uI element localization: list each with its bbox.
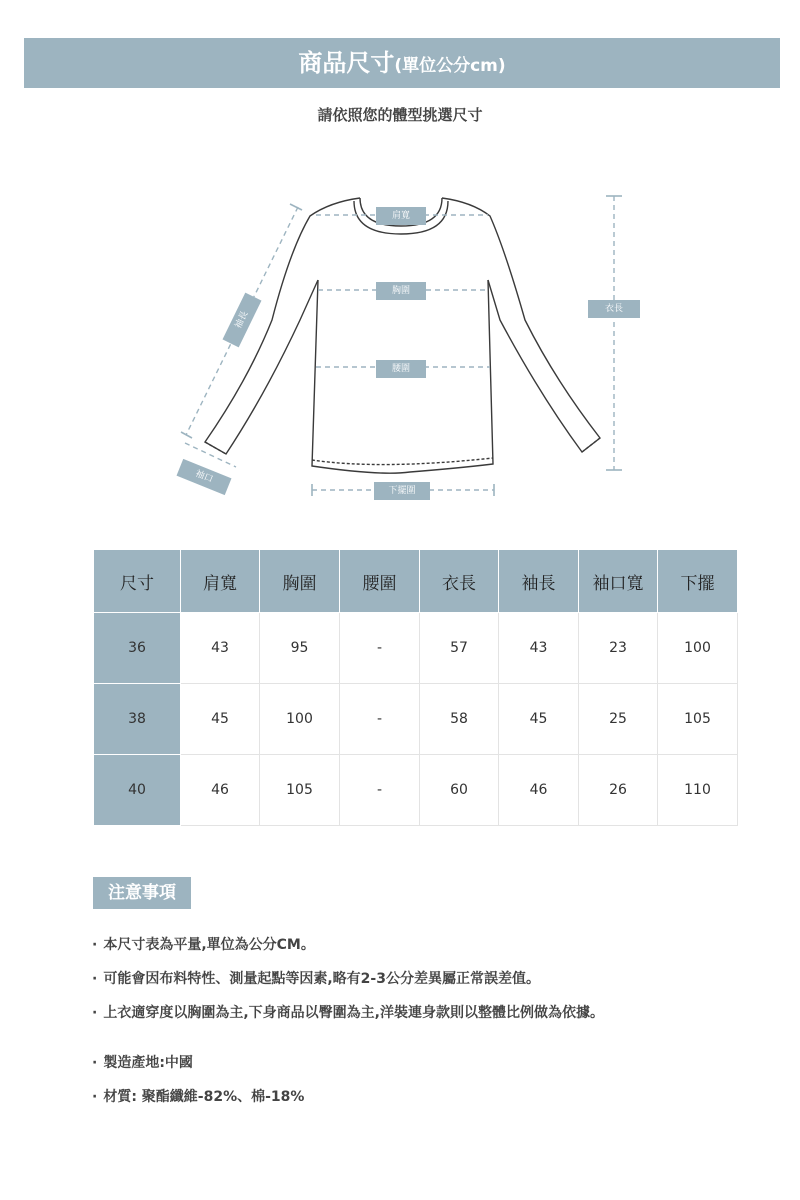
table-cell: - (340, 755, 420, 826)
label-shoulder: 肩寬 (376, 207, 426, 225)
label-hem: 下擺圍 (374, 482, 430, 500)
header-length: 衣長 (420, 550, 499, 613)
table-cell: - (340, 613, 420, 684)
label-chest: 胸圍 (376, 282, 426, 300)
table-cell: 105 (658, 684, 738, 755)
table-cell: 46 (181, 755, 260, 826)
subtitle: 請依照您的體型挑選尺寸 (317, 106, 483, 124)
table-cell: 46 (499, 755, 579, 826)
banner-title: 商品尺寸 (298, 49, 395, 77)
label-waist: 腰圍 (376, 360, 426, 378)
table-cell: 23 (579, 613, 658, 684)
cell-size: 40 (94, 755, 181, 826)
note-item: · 本尺寸表為平量,單位為公分CM。 (92, 928, 772, 962)
notes-title: 注意事項 (93, 877, 191, 909)
table-cell: 45 (181, 684, 260, 755)
table-cell: 100 (260, 684, 340, 755)
table-cell: 105 (260, 755, 340, 826)
cell-size: 38 (94, 684, 181, 755)
label-length: 衣長 (588, 300, 640, 318)
table-header-row (94, 550, 738, 613)
table-row (94, 755, 738, 826)
note-item: · 上衣適穿度以胸圍為主,下身商品以臀圍為主,洋裝連身款則以整體比例做為依據。 (92, 996, 772, 1030)
table-cell: 43 (181, 613, 260, 684)
header-hem: 下擺 (658, 550, 738, 613)
notes-list (92, 928, 772, 1114)
table-cell: 43 (499, 613, 579, 684)
table-row (94, 684, 738, 755)
header-chest: 胸圍 (260, 550, 340, 613)
shirt-illustration (0, 180, 800, 510)
header-waist: 腰圍 (340, 550, 420, 613)
note-item: · 可能會因布料特性、測量起點等因素,略有2-3公分差異屬正常誤差值。 (92, 962, 772, 996)
note-origin: · 製造產地:中國 (92, 1046, 772, 1080)
size-table (93, 549, 738, 826)
size-banner (24, 38, 780, 88)
header-sleeve: 袖長 (499, 550, 579, 613)
table-cell: 95 (260, 613, 340, 684)
table-cell: 110 (658, 755, 738, 826)
table-cell: - (340, 684, 420, 755)
table-cell: 45 (499, 684, 579, 755)
label-cuff: 袖口 (177, 459, 232, 495)
table-cell: 100 (658, 613, 738, 684)
table-row (94, 613, 738, 684)
table-cell: 58 (420, 684, 499, 755)
table-cell: 26 (579, 755, 658, 826)
garment-diagram (0, 180, 800, 510)
table-cell: 25 (579, 684, 658, 755)
header-shoulder: 肩寬 (181, 550, 260, 613)
header-size: 尺寸 (94, 550, 181, 613)
note-material: · 材質: 聚酯纖維-82%、棉-18% (92, 1080, 772, 1114)
header-cuff: 袖口寬 (579, 550, 658, 613)
cell-size: 36 (94, 613, 181, 684)
table-cell: 60 (420, 755, 499, 826)
table-cell: 57 (420, 613, 499, 684)
label-sleeve: 袖長 (223, 293, 262, 348)
banner-unit: (單位公分cm) (394, 56, 506, 76)
